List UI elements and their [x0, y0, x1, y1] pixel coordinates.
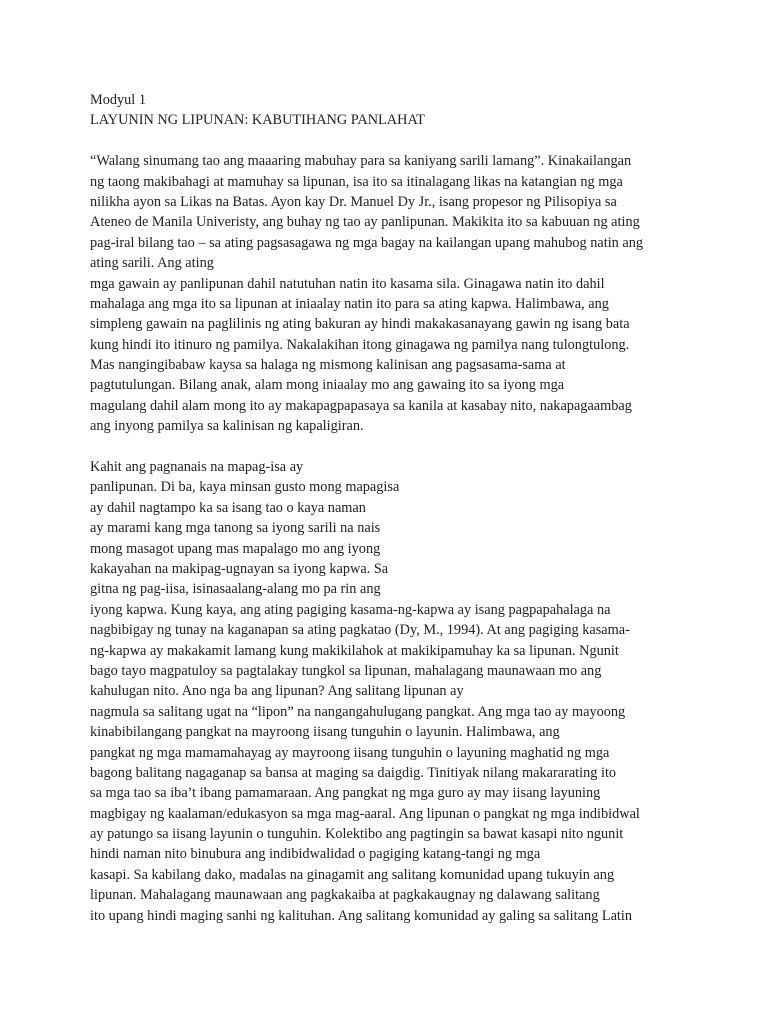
- module-label: Modyul 1: [90, 92, 147, 108]
- paragraph-line: ay dahil nagtampo ka sa isang tao o kaya naman: [90, 499, 366, 516]
- paragraph-line: ating sarili. Ang ating: [90, 255, 214, 272]
- paragraph-line: kasapi. Sa kabilang dako, madalas na ginagamit ang salitang komunidad upang tukuyin ang: [90, 866, 615, 883]
- paragraph-1: [90, 151, 768, 436]
- paragraph-line: hindi naman nito binubura ang indibidwalidad o pagiging katang-tangi ng mga: [90, 846, 541, 863]
- paragraph-line: ay patungo sa iisang layunin o tunguhin. Kolektibo ang pagtingin sa bawat kasapi nito ngunit: [90, 826, 624, 843]
- paragraph-line: “Walang sinumang tao ang maaaring mabuhay para sa kaniyang sarili lamang”. Kinakailangan: [90, 153, 632, 170]
- paragraph-line: Kahit ang pagnanais na mapag-isa ay: [90, 459, 304, 476]
- document-title: LAYUNIN NG LIPUNAN: KABUTIHANG PANLAHAT: [90, 112, 425, 129]
- paragraph-2: [90, 457, 768, 926]
- paragraph-line: pagtutulungan. Bilang anak, alam mong iniaalay mo ang gawaing ito sa iyong mga: [90, 377, 565, 394]
- paragraph-line: kakayahan na makipag-ugnayan sa iyong kapwa. Sa: [90, 560, 389, 577]
- paragraph-line: nagmula sa salitang ugat na “lipon” na nangangahulugang pangkat. Ang mga tao ay mayoong: [90, 703, 626, 720]
- paragraph-line: ito upang hindi maging sanhi ng kalituhan. Ang salitang komunidad ay galing sa salitang Latin: [90, 907, 633, 924]
- paragraph-line: ay marami kang mga tanong sa iyong sarili na nais: [90, 520, 381, 537]
- paragraph-line: sa mga tao sa iba’t ibang pamamaraan. Ang pangkat ng mga guro ay may iisang layuning: [90, 785, 601, 802]
- paragraph-line: pag-iral bilang tao – sa ating pagsasagawa ng mga bagay na kailangan upang mahubog natin ang: [90, 234, 644, 251]
- paragraph-line: Mas nangingibabaw kaysa sa halaga ng mismong kalinisan ang pagsasama-sama at: [90, 357, 566, 374]
- paragraph-line: kahulugan nito. Ano nga ba ang lipunan? Ang salitang lipunan ay: [90, 683, 464, 700]
- paragraph-line: nilikha ayon sa Likas na Batas. Ayon kay Dr. Manuel Dy Jr., isang propesor ng Pilisopiya sa: [90, 193, 617, 210]
- paragraph-line: panlipunan. Di ba, kaya minsan gusto mong mapagisa: [90, 479, 400, 496]
- paragraph-line: ng-kapwa ay makakamit lamang kung makikilahok at makikipamuhay ka sa lipunan. Ngunit: [90, 642, 619, 659]
- paragraph-line: lipunan. Mahalagang maunawaan ang pagkakaiba at pagkakaugnay ng dalawang salitang: [90, 887, 600, 904]
- spacer: [90, 437, 768, 457]
- paragraph-line: magulang dahil alam mong ito ay makapagpapasaya sa kanila at kasabay nito, nakapagaambag: [90, 397, 632, 414]
- paragraph-line: kinabibilangang pangkat na mayroong iisang tunguhin o layunin. Halimbawa, ang: [90, 724, 560, 741]
- paragraph-line: bagong balitang nagaganap sa bansa at maging sa daigdig. Tinitiyak nilang makararating ito: [90, 764, 617, 781]
- paragraph-line: Ateneo de Manila Univeristy, ang buhay ng tao ay panlipunan. Makikita ito sa kabuuan ng ating: [90, 214, 640, 231]
- paragraph-line: iyong kapwa. Kung kaya, ang ating pagiging kasama-ng-kapwa ay isang pagpapahalaga na: [90, 601, 611, 618]
- paragraph-line: simpleng gawain na paglilinis ng ating bakuran ay hindi makakasanayang gawin ng isang bata: [90, 316, 630, 333]
- paragraph-line: gitna ng pag-iisa, isinasaalang-alang mo pa rin ang: [90, 581, 381, 598]
- paragraph-line: mga gawain ay panlipunan dahil natutuhan natin ito kasama sila. Ginagawa natin ito dahil: [90, 275, 605, 292]
- paragraph-line: ng taong makibahagi at mamuhay sa lipunan, isa ito sa itinalagang likas na katangian ng mga: [90, 173, 623, 190]
- paragraph-line: ang inyong pamilya sa kalinisan ng kapaligiran.: [90, 418, 364, 435]
- paragraph-line: kung hindi ito itinuro ng pamilya. Nakalakihan itong ginagawa ng pamilya nang tulongtulong.: [90, 336, 630, 353]
- spacer: [90, 131, 768, 151]
- paragraph-line: mahalaga ang mga ito sa lipunan at iniaalay natin ito para sa ating kapwa. Halimbawa, ang: [90, 295, 609, 312]
- paragraph-line: nagbibigay ng tunay na kaganapan sa ating pagkatao (Dy, M., 1994). At ang pagiging kasama-: [90, 622, 630, 639]
- paragraph-line: pangkat ng mga mamamahayag ay mayroong iisang tunguhin o layuning maghatid ng mga: [90, 744, 610, 761]
- paragraph-line: bago tayo magpatuloy sa pagtalakay tungkol sa lipunan, mahalagang maunawaan mo ang: [90, 662, 602, 679]
- paragraph-line: mong masagot upang mas mapalago mo ang iyong: [90, 540, 381, 557]
- paragraph-line: magbigay ng kaalaman/edukasyon sa mga mag-aaral. Ang lipunan o pangkat ng mga indibidwal: [90, 805, 640, 822]
